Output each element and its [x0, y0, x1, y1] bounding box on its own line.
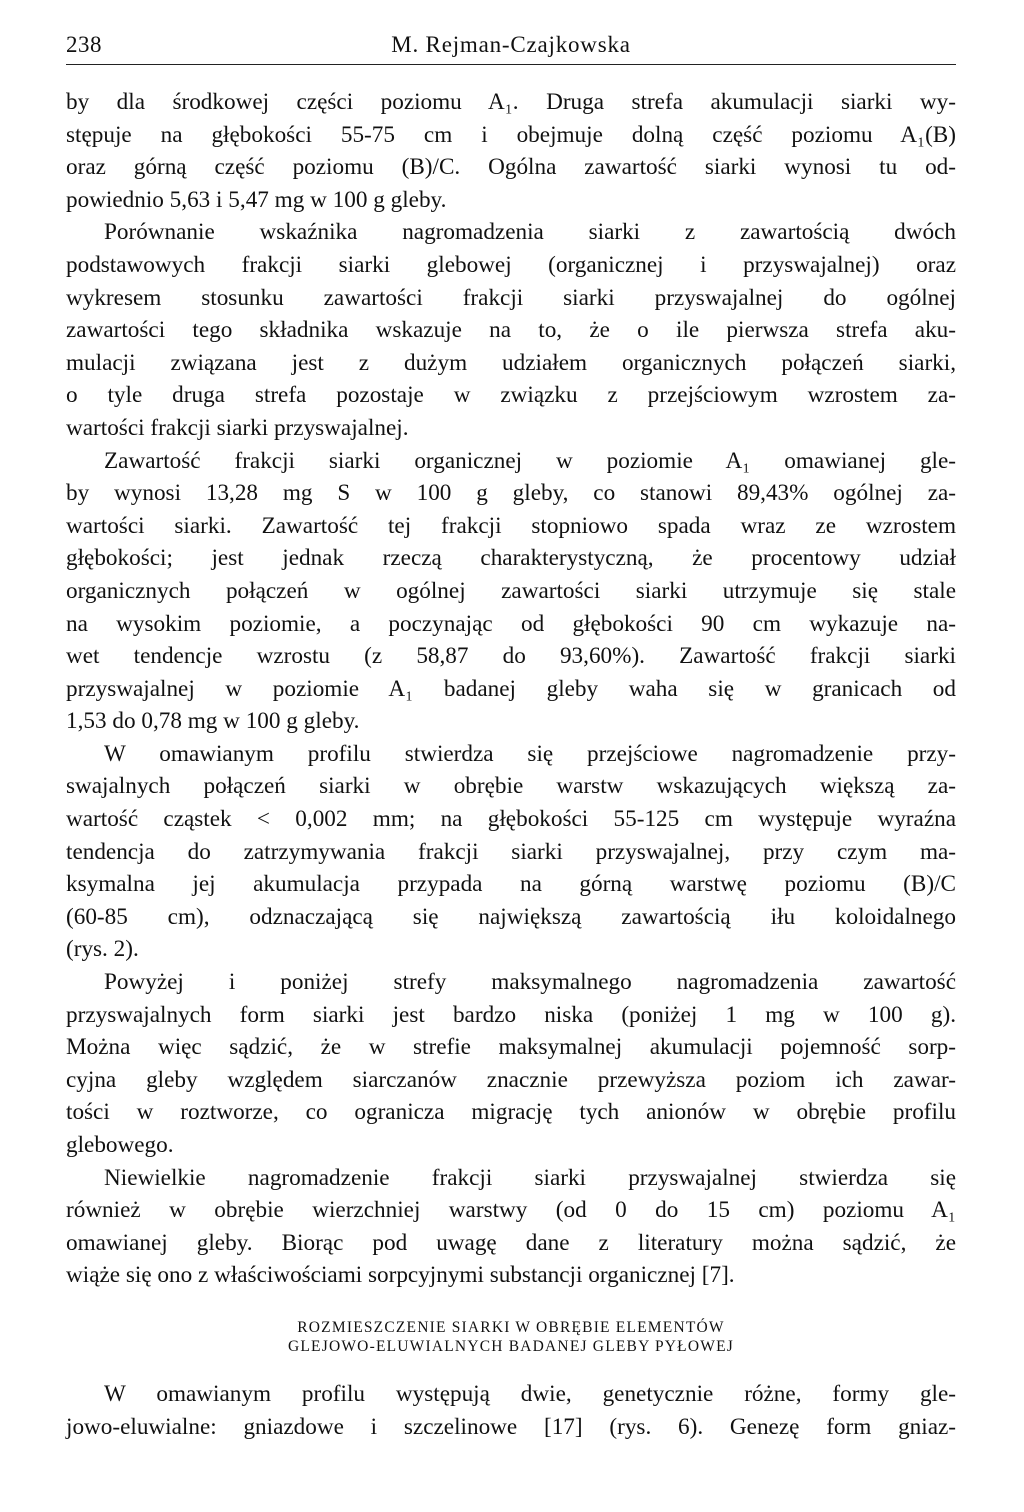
- text-line: wet tendencje wzrostu (z 58,87 do 93,60%). Zawartość frakcji siarki: [66, 643, 956, 670]
- text-line: by dla środkowej części poziomu A₁. Druga strefa akumulacji siarki wy-: [66, 89, 956, 115]
- running-title: M. Rejman-Czajkowska: [391, 32, 631, 57]
- text-line: Porównanie wskaźnika nagromadzenia siarki z zawartością dwóch: [104, 219, 956, 246]
- text-line: Zawartość frakcji siarki organicznej w poziomie A₁ omawianej gle-: [104, 447, 956, 474]
- text-line: wartość cząstek < 0,002 mm; na głębokości 55-125 cm występuje wyraźna: [66, 806, 956, 833]
- text-line: podstawowych frakcji siarki glebowej (organicznej i przyswajalnej) oraz: [66, 251, 956, 278]
- text-line: glebowego.: [66, 1132, 174, 1158]
- text-line: mulacji związana jest z dużym udziałem organicznych połączeń siarki,: [66, 349, 956, 376]
- text-line: przyswajalnych form siarki jest bardzo niska (poniżej 1 mg w 100 g).: [66, 1001, 956, 1028]
- text-line: Powyżej i poniżej strefy maksymalnego nagromadzenia zawartość: [104, 969, 956, 996]
- text-line: o tyle druga strefa pozostaje w związku z przejściowym wzrostem za-: [66, 382, 956, 409]
- section-heading: [66, 1318, 956, 1356]
- text-line: swajalnych połączeń siarki w obrębie warstw wskazujących większą za-: [66, 773, 956, 800]
- text-line: W omawianym profilu występują dwie, genetycznie różne, formy gle-: [104, 1380, 956, 1407]
- paragraph-5: [66, 966, 956, 1162]
- text-line: Można więc sądzić, że w strefie maksymalnej akumulacji pojemność sorp-: [66, 1034, 956, 1061]
- paragraph-2: [66, 216, 956, 444]
- paragraph-7: [66, 1378, 956, 1443]
- paragraph-4: [66, 738, 956, 966]
- text-line: na wysokim poziomie, a poczynając od głębokości 90 cm wykazuje na-: [66, 610, 956, 637]
- text-line: tości w roztworze, co ogranicza migrację tych anionów w obrębie profilu: [66, 1099, 956, 1126]
- running-header: [66, 30, 956, 65]
- text-line: zawartości tego składnika wskazuje na to, że o ile pierwsza strefa aku-: [66, 317, 956, 344]
- text-line: również w obrębie wierzchniej warstwy (od 0 do 15 cm) poziomu A₁: [66, 1197, 956, 1224]
- text-line: wartości siarki. Zawartość tej frakcji stopniowo spada wraz ze wzrostem: [66, 512, 956, 539]
- page-number: 238: [66, 32, 102, 57]
- section-heading-line: ROZMIESZCZENIE SIARKI W OBRĘBIE ELEMENTÓW: [297, 1318, 725, 1336]
- text-line: stępuje na głębokości 55-75 cm i obejmuje dolną część poziomu A₁(B): [66, 121, 956, 148]
- text-line: wiąże się ono z właściwościami sorpcyjnymi substancji organicznej [7].: [66, 1262, 735, 1289]
- text-line: organicznych połączeń w ogólnej zawartości siarki utrzymuje się stale: [66, 577, 956, 604]
- paragraph-3: [66, 445, 956, 738]
- text-line: głębokości; jest jednak rzeczą charakterystyczną, że procentowy udział: [66, 545, 956, 572]
- text-line: wartości frakcji siarki przyswajalnej.: [66, 414, 409, 441]
- text-line: (rys. 2).: [66, 936, 139, 963]
- text-line: Niewielkie nagromadzenie frakcji siarki przyswajalnej stwierdza się: [104, 1164, 956, 1191]
- text-line: powiednio 5,63 i 5,47 mg w 100 g gleby.: [66, 186, 447, 213]
- body-text: [66, 86, 956, 1443]
- text-line: ksymalna jej akumulacja przypada na górną warstwę poziomu (B)/C: [66, 871, 956, 898]
- text-line: tendencja do zatrzymywania frakcji siarki przyswajalnej, przy czym ma-: [66, 838, 956, 865]
- text-line: wykresem stosunku zawartości frakcji siarki przyswajalnej do ogólnej: [66, 284, 956, 311]
- text-line: 1,53 do 0,78 mg w 100 g gleby.: [66, 708, 360, 735]
- text-line: oraz górną część poziomu (B)/C. Ogólna zawartość siarki wynosi tu od-: [66, 154, 956, 181]
- paragraph-6: [66, 1162, 956, 1292]
- text-line: by wynosi 13,28 mg S w 100 g gleby, co stanowi 89,43% ogólnej za-: [66, 480, 956, 507]
- text-line: cyjna gleby względem siarczanów znacznie przewyższa poziom ich zawar-: [66, 1066, 956, 1093]
- text-line: (60-85 cm), odznaczającą się największą zawartością iłu koloidalnego: [66, 903, 956, 930]
- text-line: W omawianym profilu stwierdza się przejściowe nagromadzenie przy-: [104, 740, 956, 767]
- text-line: omawianej gleby. Biorąc pod uwagę dane z literatury można sądzić, że: [66, 1229, 956, 1256]
- paragraph-1: [66, 86, 956, 216]
- text-line: przyswajalnej w poziomie A₁ badanej gleby waha się w granicach od: [66, 675, 956, 702]
- section-heading-line: GLEJOWO-ELUWIALNYCH BADANEJ GLEBY PYŁOWEJ: [288, 1337, 734, 1355]
- text-line: jowo-eluwialne: gniazdowe i szczelinowe [17] (rys. 6). Genezę form gniaz-: [66, 1413, 956, 1440]
